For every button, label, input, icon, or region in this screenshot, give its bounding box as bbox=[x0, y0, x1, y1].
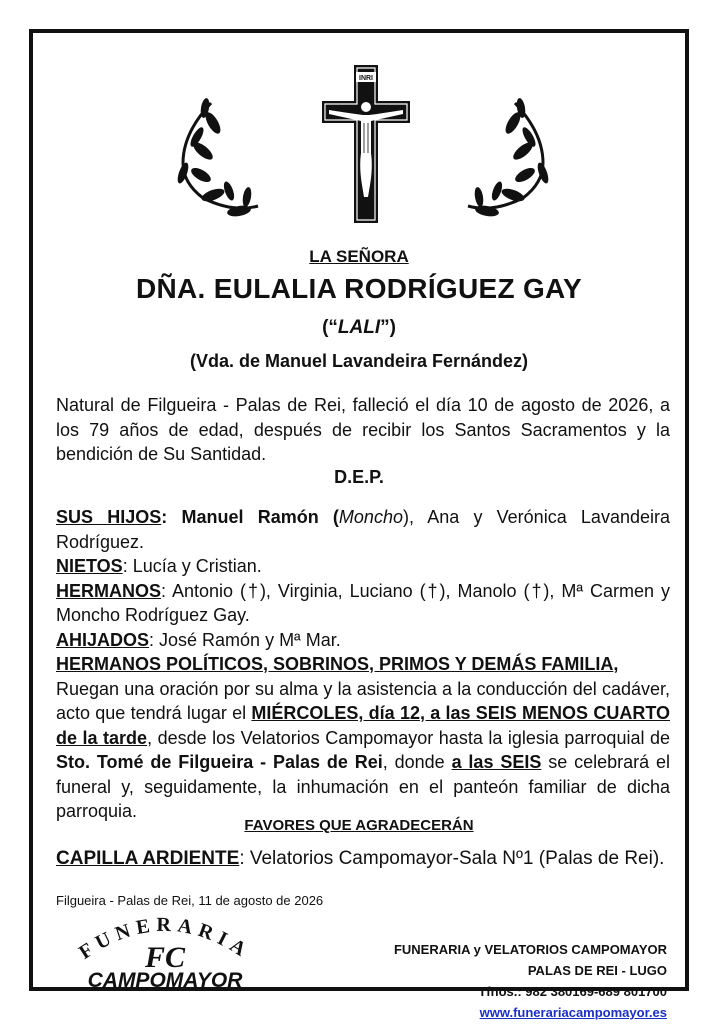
logo-arc-text: FUNERARIA bbox=[75, 913, 255, 964]
header-art bbox=[33, 63, 693, 233]
logo-brand: CAMPOMAYOR bbox=[87, 969, 243, 991]
nickname-line bbox=[33, 317, 685, 339]
intro-paragraph: Natural de Filgueira - Palas de Rei, falleció el día 10 de agosto de 2026, a los 79 años de edad, después de recibir los Santos Sacramentos y la bendición de Su Santidad. bbox=[56, 395, 670, 464]
obituary-frame bbox=[29, 29, 689, 1020]
website-link[interactable]: www.funerariacampomayor.es bbox=[479, 1005, 667, 1020]
contact-location: PALAS DE REI - LUGO bbox=[527, 963, 667, 978]
hermanos-text: : Antonio (†), Virginia, Luciano (†), Manolo (†), Mª Carmen y Moncho Rodríguez Gay. bbox=[56, 580, 670, 625]
ceremony-paragraph bbox=[56, 677, 670, 824]
contact-block bbox=[394, 939, 667, 1023]
laurel-left-icon bbox=[175, 97, 258, 218]
contact-phones: Tfnos.: 982 380169-689 801700 bbox=[478, 984, 667, 999]
ahijados-text: : José Ramón y Mª Mar. bbox=[149, 629, 341, 650]
hijos-text-a: : Manuel Ramón ( bbox=[161, 507, 339, 527]
favores: FAVORES QUE AGRADECERÁN bbox=[244, 817, 474, 834]
ahijados-label: AHIJADOS bbox=[56, 629, 150, 650]
deceased-name: DÑA. EULALIA RODRÍGUEZ GAY bbox=[136, 273, 582, 304]
capilla-label: CAPILLA ARDIENTE bbox=[56, 848, 240, 869]
ceremony-text-1: Ruegan una oración por su alma y la asistencia a la conducción del cadáver, acto que tendrá lugar el bbox=[56, 678, 670, 723]
funeraria-logo bbox=[57, 905, 273, 991]
hermanos-line bbox=[56, 579, 670, 628]
hijos-label: SUS HIJOS bbox=[56, 507, 162, 527]
ceremony-time-2: a las SEIS bbox=[451, 752, 542, 772]
cross-plate-text: INRI bbox=[359, 75, 373, 82]
hermanos-label: HERMANOS bbox=[56, 580, 162, 601]
otros-familiares-label: HERMANOS POLÍTICOS, SOBRINOS, PRIMOS Y DEMÁS FAMILIA bbox=[56, 654, 614, 674]
capilla-text: : Velatorios Campomayor-Sala Nº1 (Palas de Rei). bbox=[239, 848, 665, 869]
crucifix-icon bbox=[322, 65, 410, 223]
hijos-line bbox=[56, 505, 670, 554]
hijos-text-b: ), Ana y Verónica Lavandeira Rodríguez. bbox=[56, 507, 670, 552]
nietos-line bbox=[56, 554, 670, 579]
otros-familiares-line bbox=[56, 652, 670, 677]
date-line: Filgueira - Palas de Rei, 11 de agosto de 2026 bbox=[56, 893, 324, 908]
ceremony-text-2: , desde los Velatorios Campomayor hasta la iglesia parroquial de bbox=[147, 727, 670, 748]
widow-of: (Vda. de Manuel Lavandeira Fernández) bbox=[189, 351, 529, 371]
contact-company: FUNERARIA y VELATORIOS CAMPOMAYOR bbox=[393, 942, 667, 957]
nickname-open: (“ bbox=[322, 317, 338, 338]
logo-monogram: FC bbox=[144, 941, 186, 974]
nietos-label: NIETOS bbox=[56, 556, 123, 576]
ahijados-line bbox=[56, 628, 670, 653]
nickname: LALI bbox=[337, 317, 381, 338]
nietos-text: : Lucía y Cristian. bbox=[122, 556, 262, 576]
ceremony-church: Sto. Tomé de Filgueira - Palas de Rei bbox=[56, 752, 383, 772]
title-small: LA SEÑORA bbox=[309, 247, 409, 266]
dep: D.E.P. bbox=[334, 467, 384, 487]
hijos-nickname: Moncho bbox=[338, 507, 403, 527]
family-section bbox=[56, 505, 670, 824]
ceremony-text-3: , donde bbox=[382, 752, 452, 772]
laurel-right-icon bbox=[468, 97, 551, 218]
capilla-ardiente bbox=[56, 848, 670, 870]
otros-comma: , bbox=[613, 654, 619, 674]
nickname-close: ”) bbox=[380, 317, 396, 338]
ceremony-day-time: MIÉRCOLES, día 12, a las SEIS MENOS CUARTO de la tarde bbox=[56, 703, 670, 748]
ceremony-text-4: se celebrará el funeral y, seguidamente, la inhumación en el panteón familiar de dicha parroquia. bbox=[56, 752, 670, 821]
